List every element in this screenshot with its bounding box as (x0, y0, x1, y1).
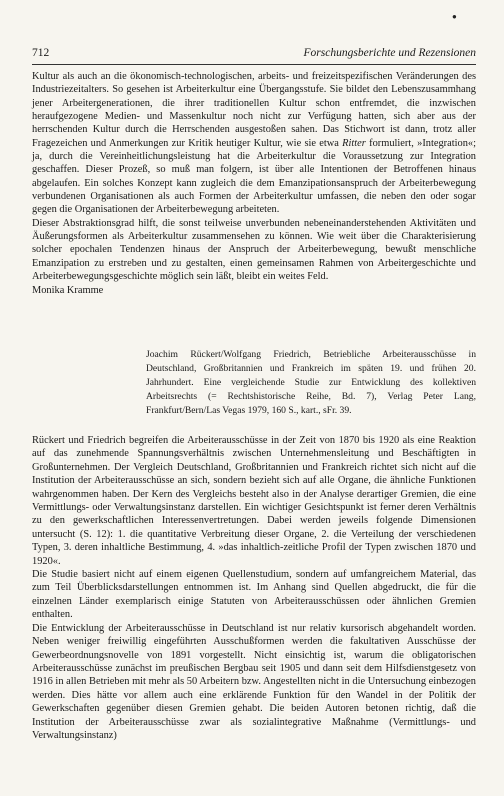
paragraph: Rückert und Friedrich begreifen die Arbeiterausschüsse in der Zeit von 1870 bis 1920 als eine Reaktion auf das zunehmende Spannungsverhältnis zwischen Unternehmensleitung und Beschäftigten in Großunternehmen. Der Vergleich Deutschland, Großbritannien und Frankreich richtet sich nicht auf die Institution der Arbeiterausschüsse an sich, sondern bezieht sich auf alle Organe, die ähnliche Funktionen wahrgenommen haben. Der Kern des Vergleichs besteht also in der Analyse derartiger Gremien, die eine Vermittlungs- oder Verwaltungsinstanz darstellen. Ein wichtiger Gesichtspunkt ist ferner deren Verhältnis zu den gewerkschaftlichen Interessenvertretungen. Dabei werden jeweils folgende Dimensionen untersucht (S. 12): 1. die quantitative Verbreitung dieser Organe, 2. die Verteilung der verschiedenen Typen, 3. deren inhaltliche Bestimmung, 4. »das inhaltlich-zeitliche Profil der Typen zwischen 1870 und 1920«. (32, 435, 476, 567)
running-title: Forschungsberichte und Rezensionen (303, 47, 476, 59)
article-end (32, 70, 476, 297)
corner-mark: ● (452, 12, 457, 21)
review-citation: Joachim Rückert/Wolfgang Friedrich, Betriebliche Arbeiterausschüsse in Deutschland, Großbritannien und Frankreich im späten 19. und frühen 20. Jahrhundert. Eine vergleichende Studie zur Entwicklung des kollektiven Arbeitsrechts (= Rechtshistorische Reihe, Bd. 7), Verlag Peter Lang, Frankfurt/Bern/Las Vegas 1979, 160 S., kart., sFr. 39. (146, 349, 476, 416)
paragraph: Die Entwicklung der Arbeiterausschüsse in Deutschland ist nur relativ kursorisch abgehandelt worden. Neben weniger freiwillig eingeführten Ausschußformen werden die fakultativen Ausschüsse der Gewerbeordnungsnovelle von 1891 vorgestellt. Nicht einsichtig ist, warum die obligatorischen Arbeiterausschüsse zunächst im preußischen Bergbau seit 1905 und dann seit dem Hilfsdienstgesetz von 1916 in allen Betrieben mit mehr als 50 Arbeitern bzw. Angestellten nicht in die Untersuchung einbezogen werden. Dies hätte vor allem auch eine erklärende Funktion für den Wandel in der Politik der Gewerkschaften gegenüber diesen Gremien gehabt. Die beiden Autoren betonen richtig, daß die Institution der Arbeiterausschüsse zwar als sozialintegrative Maßnahme (Vermittlungs- und Verwaltungsinstanz) (32, 622, 476, 741)
header-rule (32, 64, 476, 65)
review-text (32, 434, 476, 742)
paragraph: Die Studie basiert nicht auf einem eigenen Quellenstudium, sondern auf umfangreichem Material, das zum Teil Überblicksdarstellungen entnommen ist. Im Anhang sind Quellen abgedruckt, die für die einzelnen Länder exemplarisch einige Statuten von Arbeiterausschüssen oder ähnlichen Gremien enthalten. (32, 569, 476, 621)
paragraph: Dieser Abstraktionsgrad hilft, die sonst teilweise unverbunden nebeneinanderstehenden Aktivitäten und Äußerungsformen als Arbeiterkultur zusammensehen zu können. Wie weit über die Charakterisierung solcher epochalen Tendenzen hinaus der Anspruch der Arbeiterbewegung, bewußt menschliche Emanzipation zu erstreben und zu gestalten, einen gemeinsamen Rahmen von Arbeitergeschichte und Arbeiterbewegungsgeschichte möglich sein läßt, bleibt ein weites Feld. (32, 217, 476, 283)
italic-name: Ritter (342, 137, 366, 149)
paragraph: Kultur als auch an die ökonomisch-technologischen, arbeits- und freizeitspezifischen Veränderungen des Industriezeitalters. So gesehen ist Arbeiterkultur eine Übergangsstufe. Sie bildet den Lebenszusammhang jener Arbeitergenerationen, die ihrer traditionellen Kultur schon entfremdet, die inzwischen heraufgezogene Medien- und Massenkultur noch nicht zur Verfügung hatten, sich aber aus der herrschenden Kultur durch die Herrschenden ausgestoßen sahen. Das Stichwort ist dann, trotz aller Fragezeichen und Anmerkungen zur Kritik heutiger Kultur, wie sie etwa Ritter formuliert, »Integration«; ja, durch die Vereinheitlichungsleistung hat die Arbeiterkultur die Voraussetzung zur Integration geschaffen. Dieser Prozeß, so muß man folgern, ist über alle Intentionen der Betroffenen hinaus abgelaufen. Ein solches Konzept kann zugleich die dem Emanzipationsanspruch der Arbeiterbewegung verbundenen Organisationen als auch Formen der Arbeiterkultur umfassen, die neben den oder sogar gegen die Organisationen der Arbeiterbewegung arbeiteten. (32, 71, 476, 216)
page-number: 712 (32, 47, 50, 59)
author-signature: Monika Kramme (32, 284, 104, 296)
